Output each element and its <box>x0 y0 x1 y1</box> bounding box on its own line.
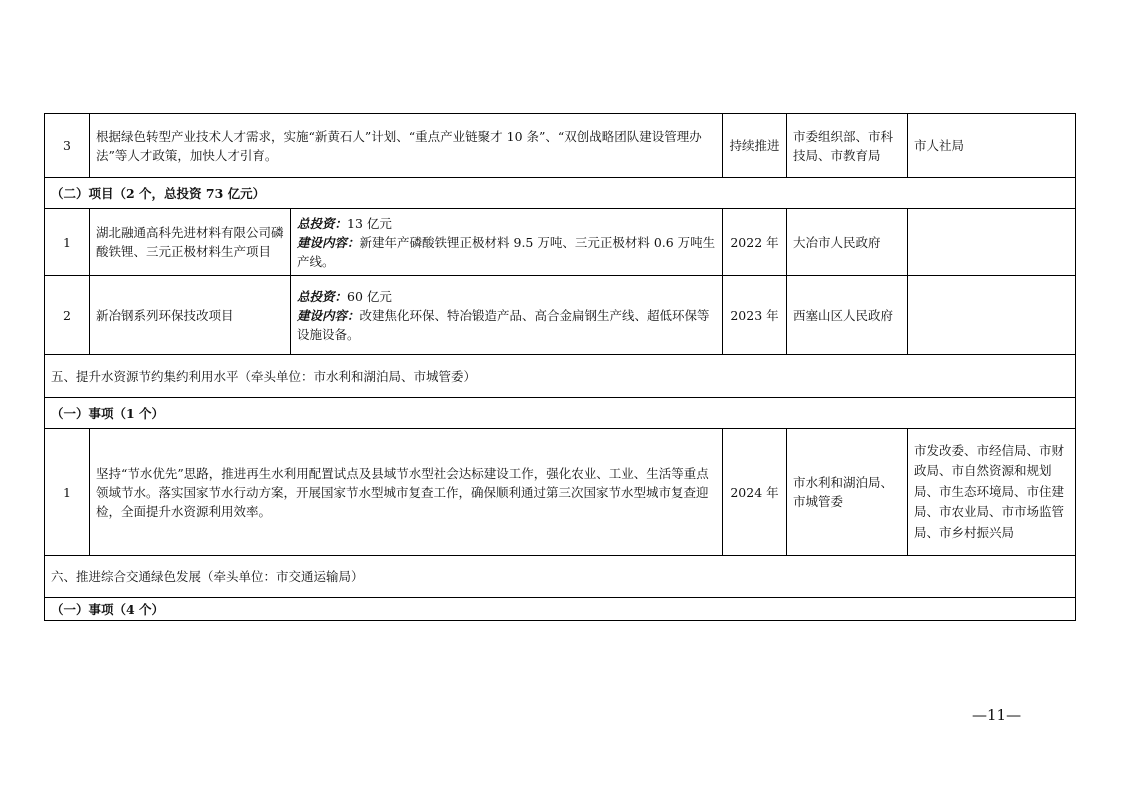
row-number: 3 <box>45 114 90 178</box>
lead-unit: 大冶市人民政府 <box>787 209 908 276</box>
completion-time: 2024 年 <box>723 429 787 556</box>
completion-time: 2023 年 <box>723 276 787 355</box>
investment-line <box>297 214 716 233</box>
construction-label: 建设内容： <box>297 307 360 323</box>
chapter-row <box>45 556 1076 598</box>
project-name: 湖北融通高科先进材料有限公司磷酸铁锂、三元正极材料生产项目 <box>90 209 291 276</box>
lead-unit: 市委组织部、市科技局、市教育局 <box>787 114 908 178</box>
investment-label: 总投资： <box>297 215 348 231</box>
completion-time: 2022 年 <box>723 209 787 276</box>
section-row <box>45 398 1076 429</box>
item-content: 坚持“节水优先”思路，推进再生水利用配置试点及县域节水型社会达标建设工作，强化农业、工业、生活等重点领域节水。落实国家节水行动方案，开展国家节水型城市复查工作，确保顺利通过第三次国家节水型城市复查迎检，全面提升水资源利用效率。 <box>90 429 723 556</box>
construction-line <box>297 306 716 344</box>
investment-value: 13 亿元 <box>347 215 392 231</box>
completion-time: 持续推进 <box>723 114 787 178</box>
cooperating-unit: 市发改委、市经信局、市财政局、市自然资源和规划局、市生态环境局、市住建局、市农业局、市市场监管局、市乡村振兴局 <box>908 429 1076 556</box>
page-number: —11— <box>972 706 1022 724</box>
construction-value: 新建年产磷酸铁锂正极材料 9.5 万吨、三元正极材料 0.6 万吨生产线。 <box>297 234 716 269</box>
project-name: 新冶钢系列环保技改项目 <box>90 276 291 355</box>
item-content: 根据绿色转型产业技术人才需求，实施“新黄石人”计划、“重点产业链聚才 10 条”、“双创战略团队建设管理办法”等人才政策，加快人才引育。 <box>90 114 723 178</box>
cooperating-unit <box>908 209 1076 276</box>
section-row <box>45 598 1076 621</box>
construction-label: 建设内容： <box>297 234 360 250</box>
chapter-heading: 六、推进综合交通绿色发展（牵头单位：市交通运输局） <box>45 556 1076 598</box>
cooperating-unit <box>908 276 1076 355</box>
project-details <box>291 209 723 276</box>
row-number: 2 <box>45 276 90 355</box>
cooperating-unit: 市人社局 <box>908 114 1076 178</box>
chapter-heading: 五、提升水资源节约集约利用水平（牵头单位：市水利和湖泊局、市城管委） <box>45 355 1076 398</box>
section-title: （一）事项（1 个） <box>45 398 1076 429</box>
table-row <box>45 209 1076 276</box>
lead-unit: 西塞山区人民政府 <box>787 276 908 355</box>
row-number: 1 <box>45 429 90 556</box>
chapter-row <box>45 355 1076 398</box>
table-row <box>45 276 1076 355</box>
construction-line <box>297 233 716 271</box>
investment-value: 60 亿元 <box>347 288 392 304</box>
lead-unit: 市水利和湖泊局、市城管委 <box>787 429 908 556</box>
project-details <box>291 276 723 355</box>
task-table <box>44 113 1076 621</box>
section-title: （一）事项（4 个） <box>45 598 1076 621</box>
investment-line <box>297 287 716 306</box>
row-number: 1 <box>45 209 90 276</box>
table-row <box>45 429 1076 556</box>
investment-label: 总投资： <box>297 288 348 304</box>
section-row <box>45 178 1076 209</box>
construction-value: 改建焦化环保、特冶锻造产品、高合金扁钢生产线、超低环保等设施设备。 <box>297 307 710 342</box>
table-row <box>45 114 1076 178</box>
section-title: （二）项目（2 个，总投资 73 亿元） <box>45 178 1076 209</box>
